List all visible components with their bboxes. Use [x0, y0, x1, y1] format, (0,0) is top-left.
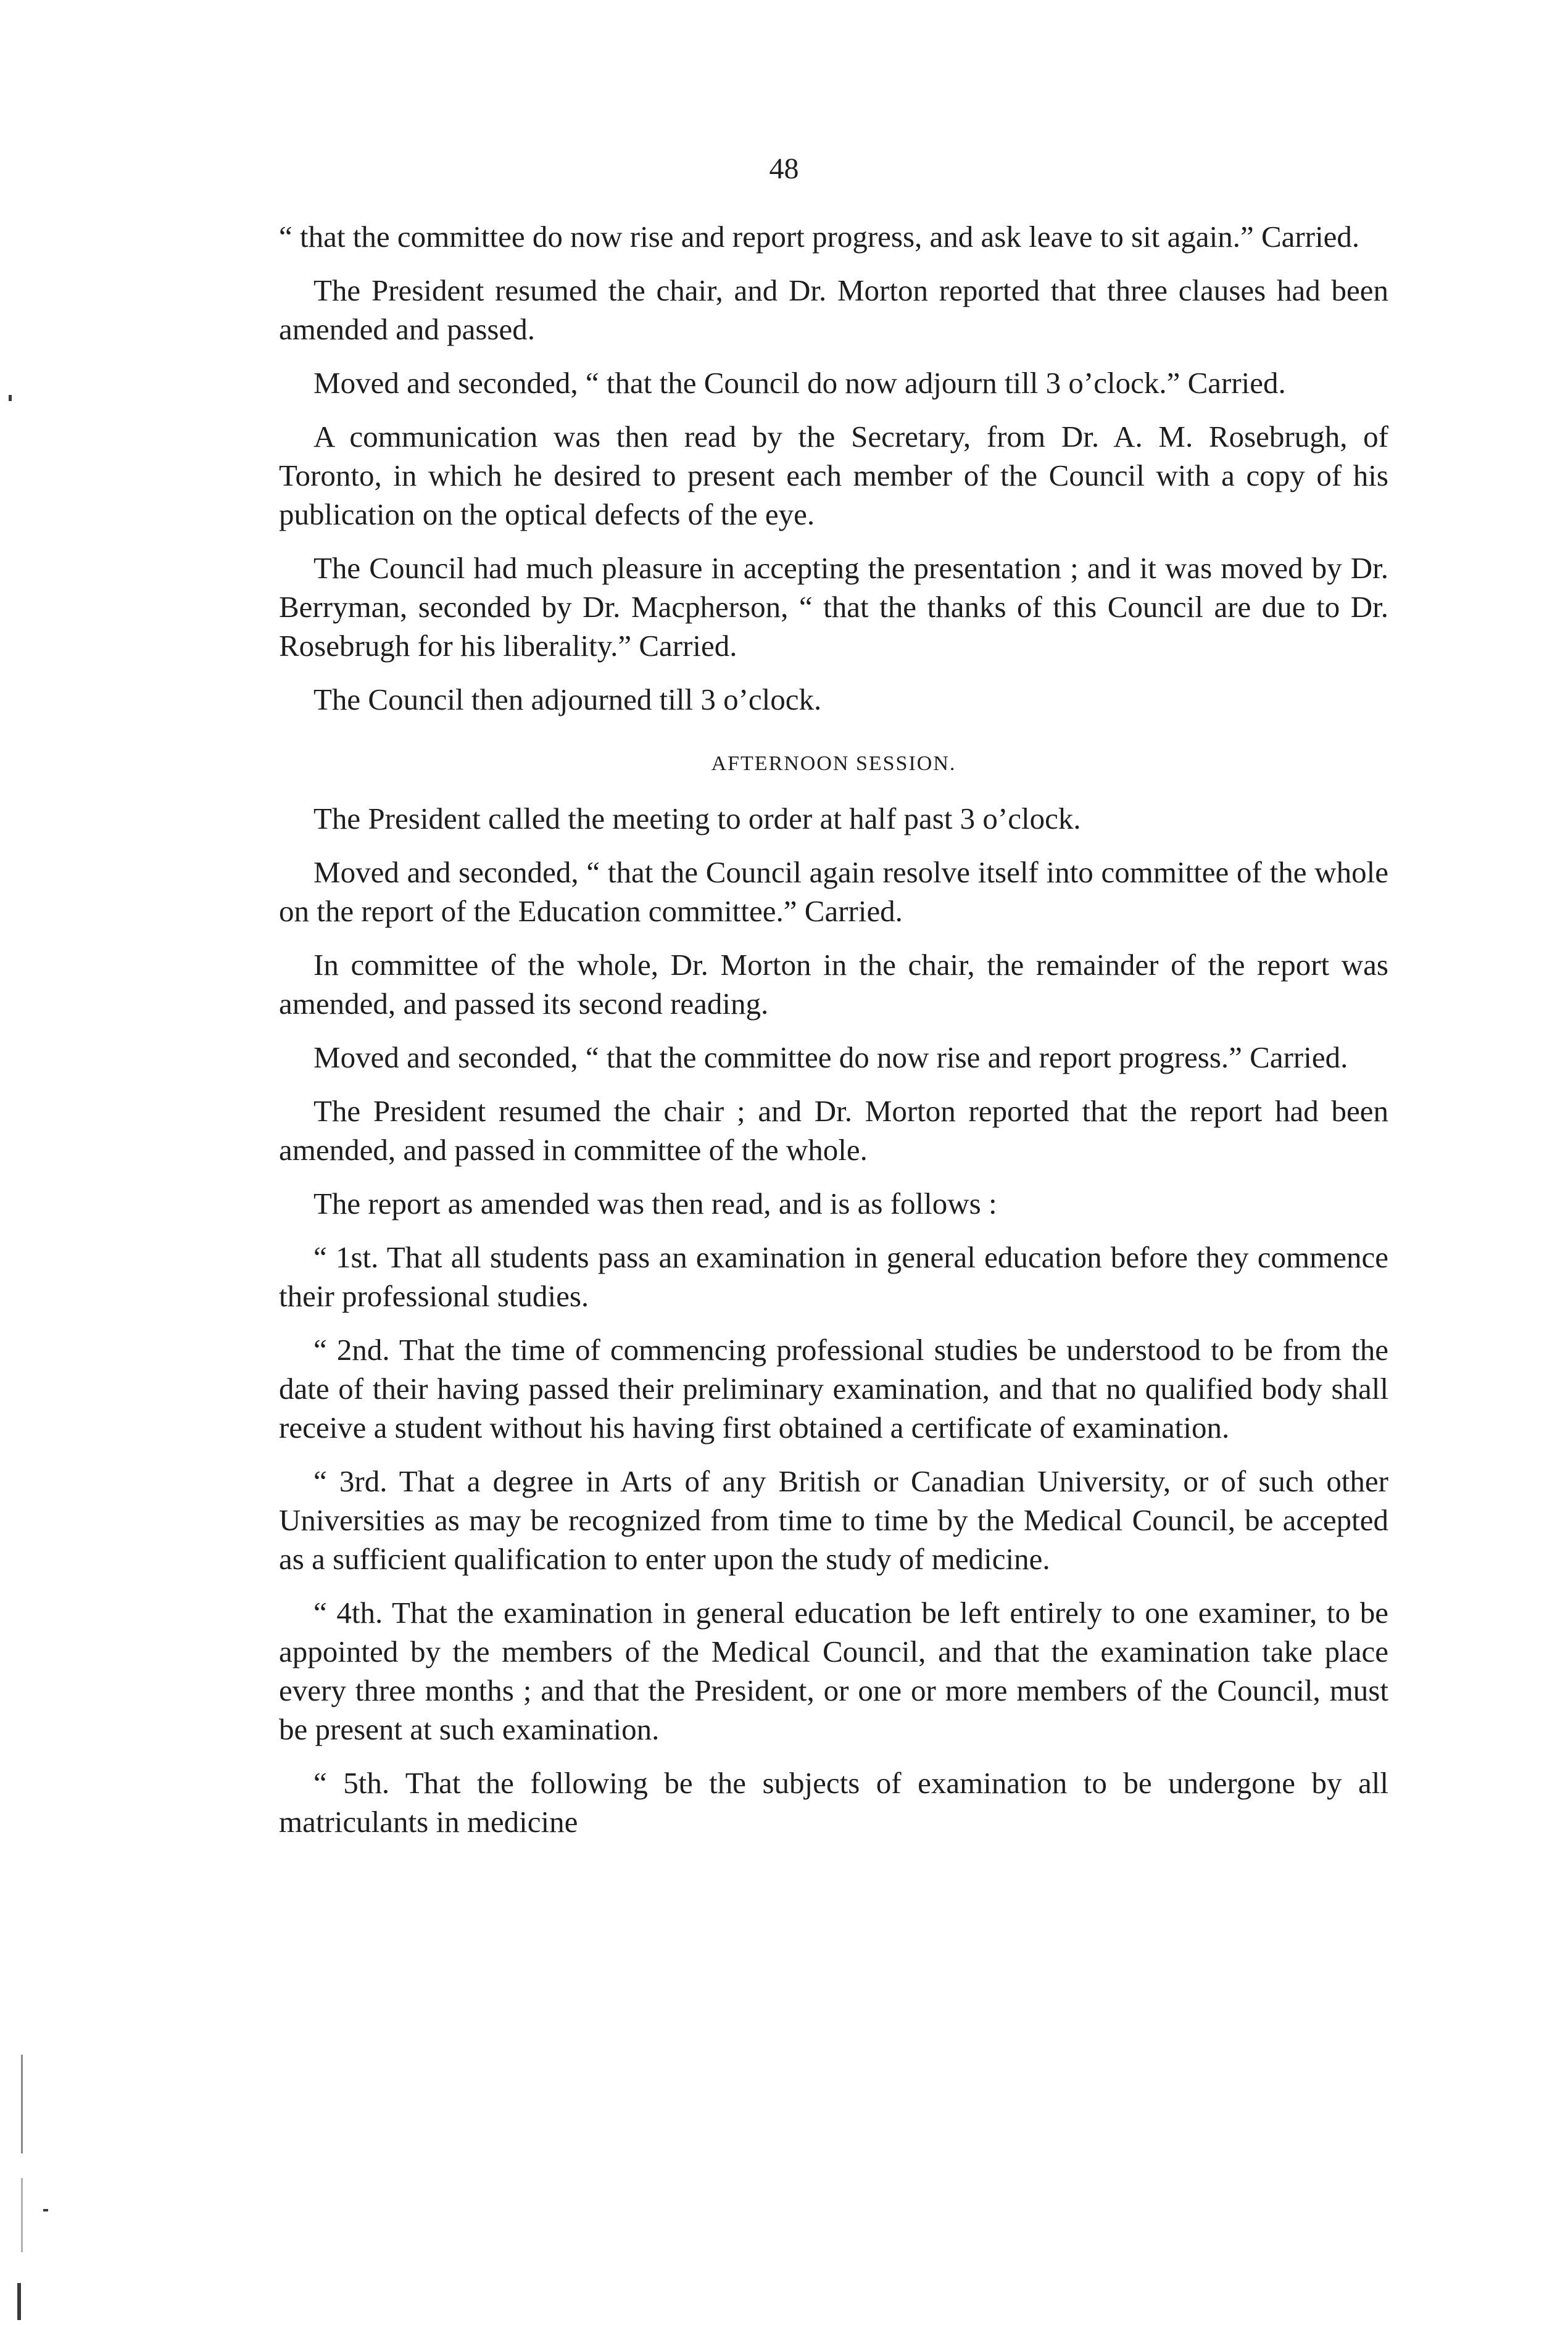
- paragraph-adjourn-motion: Moved and seconded, “ that the Council do now adjourn till 3 o’clock.” Carried.: [313, 366, 1286, 400]
- paragraph-thanks-motion: The Council had much pleasure in accepting the presentation ; and it was moved by Dr. Berryman, seconded by Dr. Macpherson, “ that the thanks of this Council are due to Dr. Rosebrugh for his liberality.” Carried.: [279, 551, 1388, 663]
- scan-mark-bottom: [17, 2283, 21, 2320]
- paragraph-president-resumed: The President resumed the chair, and Dr. Morton reported that three clauses had been amended and passed.: [279, 273, 1388, 346]
- paragraph-resolve-committee: Moved and seconded, “ that the Council again resolve itself into committee of the whole on the report of the Education committee.” Carried.: [279, 855, 1388, 928]
- scan-mark-top: [9, 395, 12, 401]
- paragraph-communication: A communication was then read by the Secretary, from Dr. A. M. Rosebrugh, of Toronto, in which he desired to present each member of the Council with a copy of his publication on the optical defects of the eye.: [279, 420, 1388, 531]
- scan-mark-dot: [43, 2209, 48, 2211]
- paragraph-committee-rise: “ that the committee do now rise and report progress, and ask leave to sit again.” Carried.: [279, 220, 1360, 254]
- section-heading: AFTERNOON SESSION.: [711, 752, 956, 775]
- page-number: 48: [769, 152, 799, 185]
- paragraph-report-progress: Moved and seconded, “ that the committee do now rise and report progress.” Carried.: [313, 1040, 1348, 1074]
- resolution-2nd: “ 2nd. That the time of commencing professional studies be understood to be from the date of their having passed their preliminary examination, and that no qualified body shall receive a student without his having first obtained a certificate of examination.: [279, 1333, 1388, 1444]
- resolution-5th: “ 5th. That the following be the subjects of examination to be undergone by all matriculants in medicine: [279, 1766, 1388, 1839]
- paragraph-meeting-called: The President called the meeting to order at half past 3 o’clock.: [313, 802, 1081, 835]
- resolution-4th: “ 4th. That the examination in general education be left entirely to one examiner, to be appointed by the members of the Medical Council, and that the examination take place every three months ; and that the President, or one or more members of the Council, must be present at such examination.: [279, 1596, 1388, 1746]
- resolution-3rd: “ 3rd. That a degree in Arts of any British or Canadian University, or of such other Universities as may be recognized from time to time by the Medical Council, be accepted as a sufficient qualification to enter upon the study of medicine.: [279, 1464, 1388, 1576]
- paragraph-council-adjourned: The Council then adjourned till 3 o’clock.: [313, 682, 822, 716]
- scan-mark-left-1: [21, 2055, 23, 2153]
- resolution-1st: “ 1st. That all students pass an examination in general education before they commence their professional studies.: [279, 1240, 1388, 1313]
- paragraph-committee-whole: In committee of the whole, Dr. Morton in the chair, the remainder of the report was amended, and passed its second reading.: [279, 948, 1388, 1021]
- paragraph-report-read: The report as amended was then read, and is as follows :: [313, 1187, 997, 1221]
- scan-mark-left-2: [21, 2178, 23, 2252]
- paragraph-report-amended: The President resumed the chair ; and Dr. Morton reported that the report had been amended, and passed in committee of the whole.: [279, 1094, 1388, 1167]
- page-body: [279, 217, 1388, 1856]
